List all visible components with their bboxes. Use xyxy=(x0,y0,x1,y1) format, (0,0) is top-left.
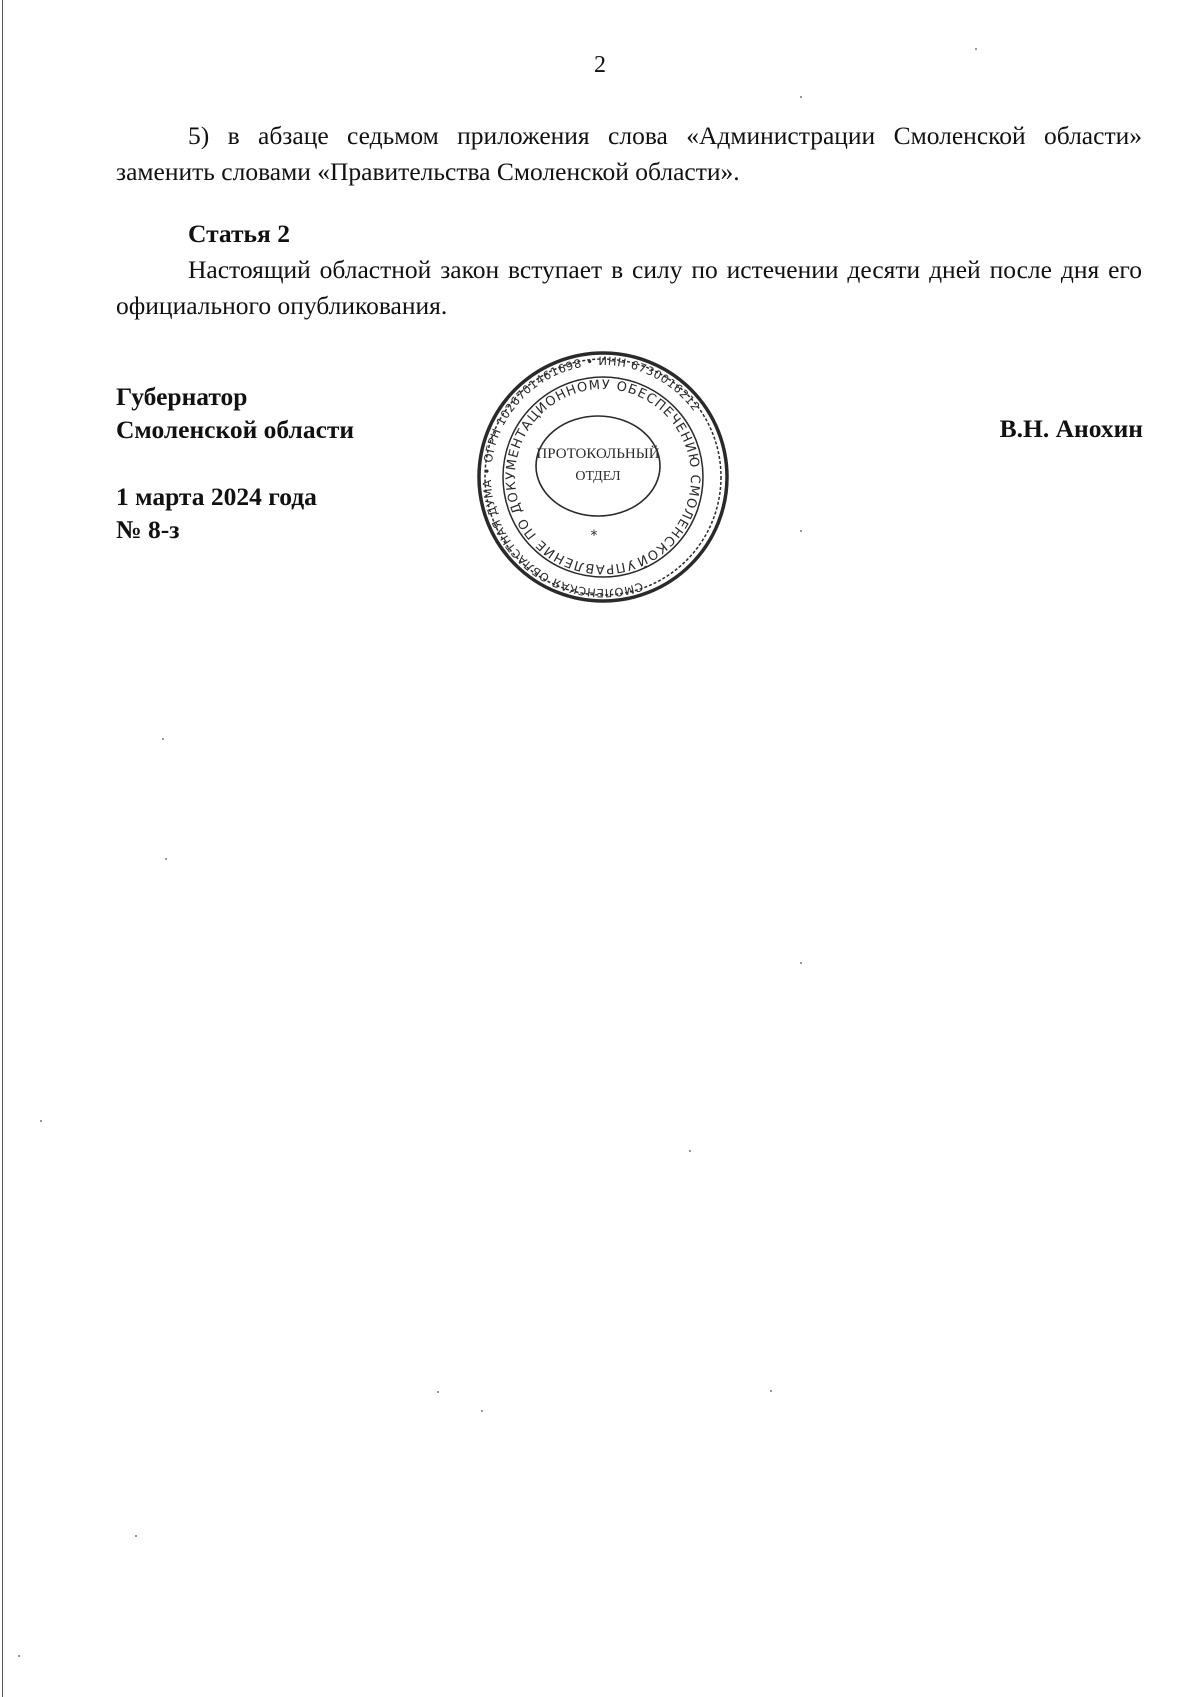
stamp-middle-path: УПРАВЛЕНИЕ ПО ДОКУМЕНТАЦИОННОМУ ОБЕСПЕЧЕНИЮ СМОЛЕНСКОЙ xyxy=(503,377,703,577)
position-line-2: Смоленской области xyxy=(116,415,355,444)
scan-artifact xyxy=(135,1535,137,1537)
scan-artifact xyxy=(18,1655,20,1657)
scan-artifact xyxy=(40,1120,42,1122)
article-text: Настоящий областной закон вступает в силу по истечении десяти дней после дня его официального опубликования. xyxy=(116,255,1142,320)
stamp-center-line-1: ПРОТОКОЛЬНЫЙ xyxy=(536,446,660,462)
scan-artifact xyxy=(437,1391,439,1393)
law-date: 1 марта 2024 года xyxy=(116,482,317,511)
article-title: Статья 2 xyxy=(188,219,290,248)
scan-artifact xyxy=(975,48,977,50)
law-number: № 8-з xyxy=(116,515,180,544)
scan-left-edge xyxy=(2,0,3,1697)
scan-artifact xyxy=(165,858,167,860)
scan-artifact xyxy=(800,96,802,98)
position-line-1: Губернатор xyxy=(116,382,248,411)
scan-artifact xyxy=(770,1390,772,1392)
signatory-name: В.Н. Анохин xyxy=(999,414,1143,443)
page-number: 2 xyxy=(594,52,606,78)
stamp-outer-path: СМОЛЕНСКАЯ ОБЛАСТНАЯ ДУМА • ОГРН 1026701461698 • ИНН 6730016212 xyxy=(479,353,704,601)
scan-artifact xyxy=(162,738,164,740)
stamp-inner-ellipse xyxy=(536,416,660,516)
law-date-number xyxy=(116,480,317,546)
scan-artifact xyxy=(800,962,802,964)
scan-artifact xyxy=(689,1150,691,1152)
amendment-item-5: 5) в абзаце седьмом приложения слова «Администрации Смоленской области» заменить словами «Правительства Смоленской области». xyxy=(116,121,1142,186)
scan-artifact xyxy=(481,1410,483,1412)
document-body xyxy=(116,118,1142,190)
signatory-position xyxy=(116,380,354,446)
article-2-block xyxy=(116,216,1142,324)
scan-artifact xyxy=(800,530,802,532)
stamp-center-line-2: ОТДЕЛ xyxy=(575,469,621,484)
official-seal-icon xyxy=(476,350,730,604)
stamp-star-icon: * xyxy=(590,528,598,544)
